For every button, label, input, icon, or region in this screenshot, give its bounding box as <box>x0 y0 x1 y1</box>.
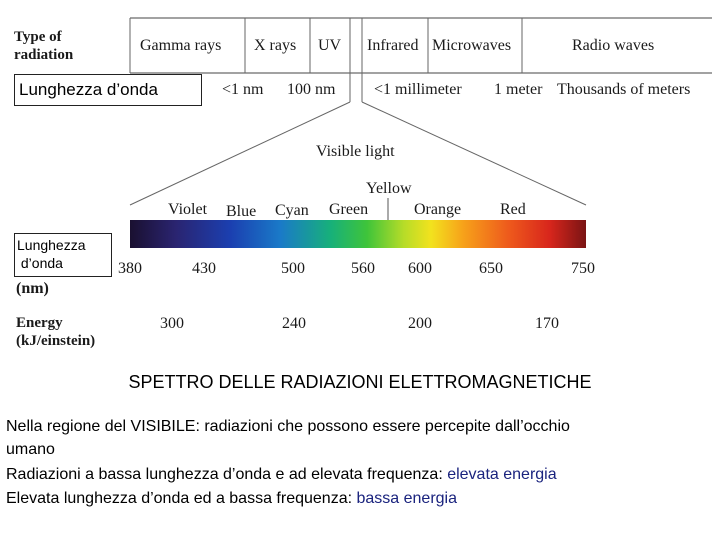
wavelength-label-text: Lunghezza d’onda <box>19 80 158 99</box>
energy-200: 200 <box>408 315 432 332</box>
type-infrared: Infrared <box>367 37 419 54</box>
text-line-1: Nella regione del VISIBILE: radiazioni che possono essere percepite dall’occhio <box>6 418 570 435</box>
nm-unit-label: (nm) <box>16 280 49 297</box>
energy-300: 300 <box>160 315 184 332</box>
color-green: Green <box>329 201 369 218</box>
text-line-4-highlight: bassa energia <box>356 490 457 507</box>
color-orange: Orange <box>414 201 462 218</box>
type-label-line2: radiation <box>14 47 74 63</box>
color-red: Red <box>500 201 526 218</box>
visible-light-label: Visible light <box>316 143 395 160</box>
wl-mark-thousands-m: Thousands of meters <box>557 81 691 98</box>
color-violet: Violet <box>168 201 208 218</box>
text-line-3-highlight: elevata energia <box>447 466 557 483</box>
energy-label <box>16 314 95 350</box>
band-box-line1: Lunghezza <box>17 237 86 253</box>
text-line-2: umano <box>6 441 55 458</box>
nm-380: 380 <box>118 260 142 277</box>
text-line-4 <box>6 490 457 508</box>
page-title: SPETTRO DELLE RADIAZIONI ELETTROMAGNETICHE <box>128 372 592 392</box>
color-blue: Blue <box>226 203 257 220</box>
yellow-label: Yellow <box>366 180 412 197</box>
type-uv: UV <box>318 37 342 54</box>
energy-170: 170 <box>535 315 559 332</box>
color-cyan: Cyan <box>275 202 309 219</box>
nm-600: 600 <box>408 260 432 277</box>
type-x-rays: X rays <box>254 37 297 54</box>
nm-560: 560 <box>351 260 375 277</box>
nm-650: 650 <box>479 260 503 277</box>
type-gamma-rays: Gamma rays <box>140 37 222 54</box>
band-wavelength-box <box>14 233 112 277</box>
nm-500: 500 <box>281 260 305 277</box>
type-of-radiation-label <box>14 28 73 64</box>
wl-mark-1mm: <1 millimeter <box>374 81 462 98</box>
type-microwaves: Microwaves <box>432 37 512 54</box>
text-line-3 <box>6 466 557 484</box>
text-line-4-prefix: Elevata lunghezza d’onda ed a bassa frequenza: <box>6 490 357 507</box>
wl-mark-100nm: 100 nm <box>287 81 336 98</box>
type-label-line1: Type of <box>14 29 62 45</box>
nm-430: 430 <box>192 260 216 277</box>
energy-240: 240 <box>282 315 306 332</box>
wl-mark-1m: 1 meter <box>494 81 543 98</box>
wl-mark-1nm: <1 nm <box>222 81 264 98</box>
band-box-line2: d’onda <box>17 255 63 271</box>
visible-spectrum-band <box>130 220 586 248</box>
type-radio-waves: Radio waves <box>572 37 655 54</box>
nm-750: 750 <box>571 260 595 277</box>
energy-label-line2: (kJ/einstein) <box>16 333 96 349</box>
wavelength-label-box <box>14 74 202 106</box>
text-line-3-prefix: Radiazioni a bassa lunghezza d’onda e ad elevata frequenza: <box>6 466 448 483</box>
energy-label-line1: Energy <box>16 315 63 331</box>
